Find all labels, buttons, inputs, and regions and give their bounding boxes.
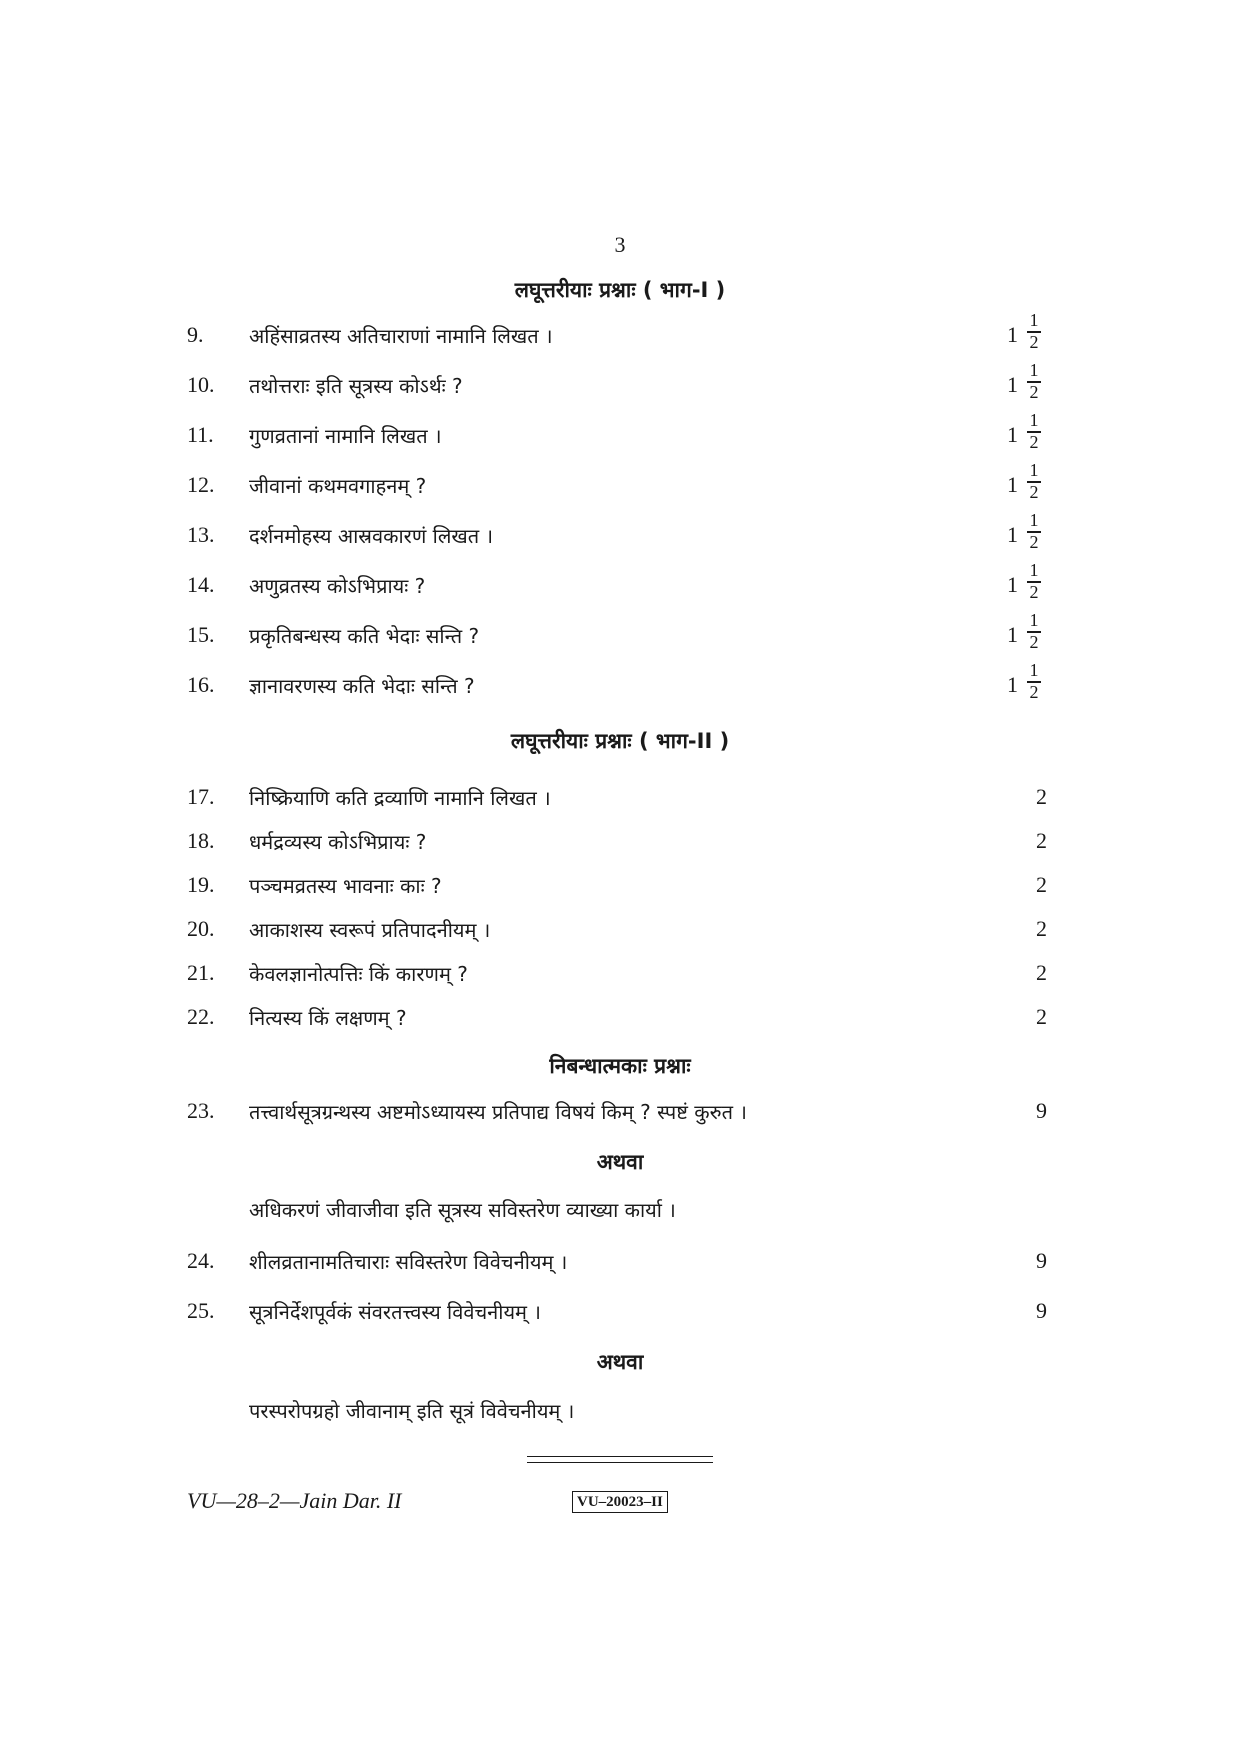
question-16 (187, 660, 1047, 702)
marks-whole: 1 (1007, 472, 1018, 497)
or-label: अथवा (596, 1350, 644, 1374)
question-20 (187, 916, 1047, 946)
question-text: आकाशस्य स्वरूपं प्रतिपादनीयम् । (249, 918, 491, 942)
question-text: अहिंसाव्रतस्य अतिचाराणां नामानि लिखत । (249, 324, 553, 348)
marks-numerator: 1 (1029, 410, 1039, 430)
question-marks: 9 (1036, 1098, 1047, 1123)
question-marks (1007, 610, 1047, 654)
marks-numerator: 1 (1029, 360, 1039, 380)
question-18 (187, 828, 1047, 858)
question-marks: 2 (1036, 960, 1047, 985)
marks-denominator: 2 (1029, 332, 1039, 352)
footer-boxed-code: VU–20023–II (572, 1491, 668, 1513)
question-marks (1007, 310, 1047, 354)
question-text: निष्क्रियाणि कति द्रव्याणि नामानि लिखत । (249, 786, 551, 810)
question-marks (1007, 410, 1047, 454)
question-text: ज्ञानावरणस्य कति भेदाः सन्ति ? (249, 674, 475, 698)
question-number: 16. (187, 672, 215, 697)
question-number: 15. (187, 622, 215, 647)
question-22 (187, 1004, 1047, 1034)
question-number: 23. (187, 1098, 215, 1123)
part2-heading: लघूत्तरीयाः प्रश्नाः ( भाग-II ) (510, 729, 730, 753)
question-25 (187, 1298, 1047, 1328)
marks-whole: 1 (1007, 622, 1018, 647)
marks-whole: 1 (1007, 372, 1018, 397)
question-number: 12. (187, 472, 215, 497)
end-double-rule (527, 1456, 713, 1463)
question-number: 22. (187, 1004, 215, 1029)
question-23 (187, 1098, 1047, 1128)
question-text: अणुव्रतस्य कोऽभिप्रायः ? (249, 574, 426, 598)
marks-denominator: 2 (1029, 532, 1039, 552)
question-number: 10. (187, 372, 215, 397)
question-9 (187, 310, 1047, 352)
question-14 (187, 560, 1047, 602)
question-number: 21. (187, 960, 215, 985)
question-19 (187, 872, 1047, 902)
marks-denominator: 2 (1029, 432, 1039, 452)
question-12 (187, 460, 1047, 502)
question-number: 18. (187, 828, 215, 853)
question-marks (1007, 560, 1047, 604)
question-number: 17. (187, 784, 215, 809)
marks-numerator: 1 (1029, 460, 1039, 480)
marks-denominator: 2 (1029, 382, 1039, 402)
question-marks (1007, 660, 1047, 704)
question-text: केवलज्ञानोत्पत्तिः किं कारणम् ? (249, 962, 468, 986)
question-marks (1007, 360, 1047, 404)
question-text: गुणव्रतानां नामानि लिखत । (249, 424, 442, 448)
question-23-alternative: अधिकरणं जीवाजीवा इति सूत्रस्य सविस्तरेण व्याख्या कार्या । (249, 1198, 676, 1222)
question-marks: 2 (1036, 916, 1047, 941)
question-11 (187, 410, 1047, 452)
marks-denominator: 2 (1029, 582, 1039, 602)
marks-numerator: 1 (1029, 610, 1039, 630)
footer-paper-code: VU—28–2—Jain Dar. II (187, 1488, 402, 1513)
question-number: 14. (187, 572, 215, 597)
question-15 (187, 610, 1047, 652)
question-marks: 9 (1036, 1298, 1047, 1323)
question-24 (187, 1248, 1047, 1278)
marks-whole: 1 (1007, 522, 1018, 547)
marks-denominator: 2 (1029, 682, 1039, 702)
question-13 (187, 510, 1047, 552)
question-marks (1007, 460, 1047, 504)
part1-heading: लघूत्तरीयाः प्रश्नाः ( भाग-I ) (514, 278, 726, 302)
marks-whole: 1 (1007, 572, 1018, 597)
question-17 (187, 784, 1047, 814)
question-text: सूत्रनिर्देशपूर्वकं संवरतत्त्वस्य विवेचनीयम् । (249, 1300, 541, 1324)
question-text: प्रकृतिबन्धस्य कति भेदाः सन्ति ? (249, 624, 480, 648)
question-text: दर्शनमोहस्य आस्रवकारणं लिखत । (249, 524, 494, 548)
question-10 (187, 360, 1047, 402)
question-text: पञ्चमव्रतस्य भावनाः काः ? (249, 874, 442, 898)
or-label: अथवा (596, 1150, 644, 1174)
marks-denominator: 2 (1029, 482, 1039, 502)
question-text: तथोत्तराः इति सूत्रस्य कोऽर्थः ? (249, 374, 463, 398)
marks-whole: 1 (1007, 672, 1018, 697)
question-number: 20. (187, 916, 215, 941)
question-text: जीवानां कथमवगाहनम् ? (249, 474, 427, 498)
page-number: 3 (614, 232, 626, 257)
marks-numerator: 1 (1029, 560, 1039, 580)
marks-whole: 1 (1007, 322, 1018, 347)
question-text: शीलव्रतानामतिचाराः सविस्तरेण विवेचनीयम् । (249, 1250, 568, 1274)
question-number: 24. (187, 1248, 215, 1273)
marks-whole: 1 (1007, 422, 1018, 447)
question-25-alternative: परस्परोपग्रहो जीवानाम् इति सूत्रं विवेचनीयम् । (249, 1399, 575, 1423)
question-number: 11. (187, 422, 214, 447)
marks-denominator: 2 (1029, 632, 1039, 652)
question-number: 25. (187, 1298, 215, 1323)
question-marks: 2 (1036, 1004, 1047, 1029)
question-21 (187, 960, 1047, 990)
question-number: 9. (187, 322, 204, 347)
question-text: तत्त्वार्थसूत्रग्रन्थस्य अष्टमोऽध्यायस्य प्रतिपाद्य विषयं किम् ? स्पष्टं कुरुत । (249, 1100, 747, 1124)
question-marks: 2 (1036, 784, 1047, 809)
marks-numerator: 1 (1029, 660, 1039, 680)
marks-numerator: 1 (1029, 510, 1039, 530)
question-text: नित्यस्य किं लक्षणम् ? (249, 1006, 407, 1030)
question-number: 13. (187, 522, 215, 547)
question-marks: 2 (1036, 872, 1047, 897)
question-marks: 2 (1036, 828, 1047, 853)
question-text: धर्मद्रव्यस्य कोऽभिप्रायः ? (249, 830, 427, 854)
essay-heading: निबन्धात्मकाः प्रश्नाः (549, 1054, 691, 1078)
question-number: 19. (187, 872, 215, 897)
question-marks (1007, 510, 1047, 554)
marks-numerator: 1 (1029, 310, 1039, 330)
question-marks: 9 (1036, 1248, 1047, 1273)
